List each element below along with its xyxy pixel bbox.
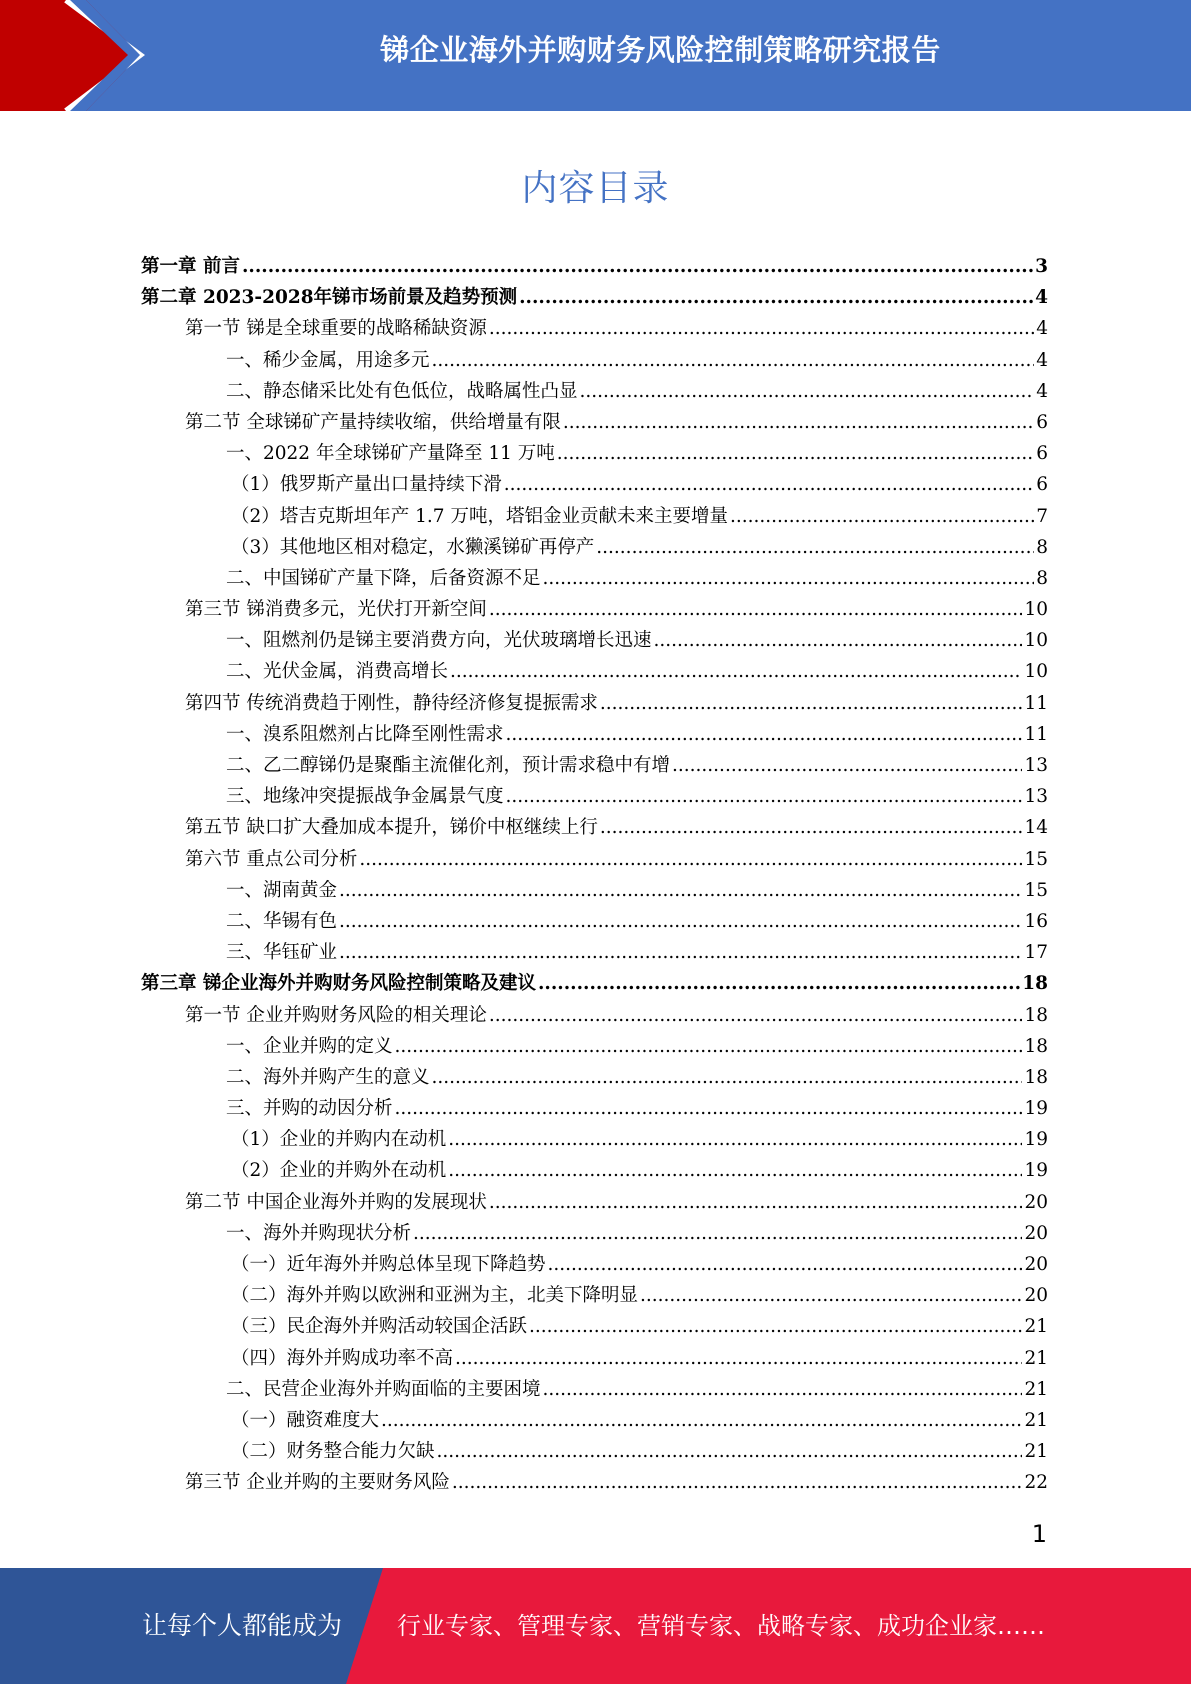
toc-dot-leader	[455, 1348, 1022, 1369]
toc-dot-leader	[432, 1067, 1023, 1088]
toc-dot-leader	[359, 849, 1022, 870]
toc-dot-leader	[448, 1129, 1022, 1150]
toc-entry-page: 19	[1024, 1129, 1048, 1151]
toc-entry[interactable]	[141, 1063, 1048, 1094]
toc-entry-label: （2）企业的并购外在动机	[231, 1160, 447, 1182]
toc-entry[interactable]	[141, 689, 1048, 720]
toc-entry[interactable]	[141, 1437, 1048, 1468]
toc-entry-label: 三、并购的动因分析	[226, 1098, 393, 1120]
toc-entry-page: 15	[1024, 848, 1048, 870]
toc-entry-label: （一）近年海外并购总体呈现下降趋势	[231, 1254, 546, 1275]
report-title: 锑企业海外并购财务风险控制策略研究报告	[380, 33, 941, 67]
toc-entry-page: 20	[1024, 1254, 1048, 1275]
toc-entry-label: （二）财务整合能力欠缺	[231, 1441, 435, 1463]
toc-entry[interactable]	[141, 377, 1048, 408]
toc-entry-page: 18	[1024, 1004, 1048, 1026]
toc-entry-page: 11	[1024, 692, 1048, 714]
toc-entry[interactable]	[141, 1406, 1048, 1437]
toc-dot-leader	[395, 1098, 1023, 1119]
toc-dot-leader	[529, 1316, 1022, 1337]
toc-entry-label: 第六节 重点公司分析	[185, 848, 358, 870]
toc-entry-page: 6	[1036, 411, 1048, 433]
toc-dot-leader	[242, 256, 1033, 277]
toc-entry-label: （三）民企海外并购活动较国企活跃	[231, 1316, 528, 1338]
toc-entry-page: 10	[1024, 599, 1048, 621]
toc-entry[interactable]	[141, 938, 1048, 969]
table-of-contents	[141, 252, 1048, 1500]
toc-dot-leader	[557, 443, 1034, 464]
toc-entry-page: 19	[1024, 1098, 1048, 1120]
toc-entry[interactable]	[141, 782, 1048, 813]
toc-entry-label: 二、海外并购产生的意义	[226, 1066, 430, 1088]
toc-entry-label: 一、溴系阻燃剂占比降至刚性需求	[226, 723, 504, 745]
toc-entry[interactable]	[141, 720, 1048, 751]
toc-dot-leader	[437, 1441, 1023, 1462]
toc-entry[interactable]	[141, 346, 1048, 377]
toc-entry-page: 20	[1024, 1191, 1048, 1213]
toc-dot-leader	[489, 1192, 1023, 1213]
toc-entry[interactable]	[141, 751, 1048, 782]
toc-dot-leader	[504, 474, 1034, 495]
toc-entry-label: 第三节 锑消费多元，光伏打开新空间	[185, 599, 487, 621]
toc-entry-page: 6	[1036, 474, 1048, 496]
toc-dot-leader	[506, 724, 1023, 745]
toc-entry-page: 4	[1036, 349, 1048, 371]
toc-dot-leader	[448, 1160, 1022, 1181]
toc-entry-page: 21	[1024, 1316, 1048, 1338]
toc-entry[interactable]	[141, 657, 1048, 688]
toc-entry-page: 21	[1024, 1347, 1048, 1369]
toc-dot-leader	[730, 506, 1034, 527]
toc-dot-leader	[489, 599, 1023, 620]
toc-entry-label: （2）塔吉克斯坦年产 1.7 万吨，塔铝金业贡献未来主要增量	[231, 505, 728, 527]
toc-entry[interactable]	[141, 1375, 1048, 1406]
toc-entry[interactable]	[141, 1094, 1048, 1125]
toc-entry[interactable]	[141, 1156, 1048, 1187]
toc-dot-leader	[450, 661, 1022, 682]
toc-dot-leader	[543, 568, 1035, 589]
toc-entry-page: 4	[1035, 287, 1048, 309]
toc-entry-label: 二、乙二醇锑仍是聚酯主流催化剂，预计需求稳中有增	[226, 755, 671, 776]
page-number: 1	[1031, 1520, 1047, 1548]
toc-entry[interactable]	[141, 1125, 1048, 1156]
toc-entry-label: 一、企业并购的定义	[226, 1035, 393, 1057]
toc-dot-leader	[339, 911, 1022, 932]
toc-entry[interactable]	[141, 1344, 1048, 1375]
toc-entry-label: 一、2022 年全球锑矿产量降至 11 万吨	[226, 443, 555, 465]
toc-entry-label: 二、民营企业海外并购面临的主要困境	[226, 1378, 541, 1400]
toc-entry[interactable]	[141, 907, 1048, 938]
toc-entry-label: 第五节 缺口扩大叠加成本提升，锑价中枢继续上行	[185, 817, 598, 839]
toc-entry[interactable]	[141, 1312, 1048, 1343]
toc-entry-label: 第一节 锑是全球重要的战略稀缺资源	[185, 318, 487, 340]
toc-entry-page: 6	[1036, 443, 1048, 465]
toc-entry-page: 8	[1036, 567, 1048, 589]
toc-entry[interactable]	[141, 813, 1048, 844]
toc-dot-leader	[519, 287, 1033, 308]
toc-entry[interactable]	[141, 470, 1048, 501]
toc-entry-page: 8	[1036, 536, 1048, 558]
toc-entry[interactable]	[141, 1032, 1048, 1063]
toc-entry[interactable]	[141, 564, 1048, 595]
toc-dot-leader	[381, 1410, 1022, 1431]
toc-dot-leader	[339, 880, 1022, 901]
toc-entry-page: 3	[1035, 256, 1048, 277]
toc-entry-label: 第三节 企业并购的主要财务风险	[185, 1472, 450, 1494]
toc-entry-page: 17	[1024, 942, 1048, 964]
toc-entry-label: 二、静态储采比处有色低位，战略属性凸显	[226, 380, 578, 402]
toc-dot-leader	[506, 786, 1023, 807]
toc-entry-page: 19	[1024, 1160, 1048, 1182]
toc-entry-label: （四）海外并购成功率不高	[231, 1347, 454, 1369]
toc-entry-page: 14	[1024, 817, 1048, 839]
toc-dot-leader	[654, 630, 1023, 651]
toc-entry-label: 一、湖南黄金	[226, 879, 338, 901]
toc-dot-leader	[672, 755, 1022, 776]
toc-dot-leader	[596, 537, 1034, 558]
toc-dot-leader	[600, 693, 1023, 714]
toc-entry-page: 10	[1024, 661, 1048, 683]
toc-entry[interactable]	[141, 1219, 1048, 1250]
toc-dot-leader	[640, 1285, 1022, 1306]
toc-entry-label: 二、华锡有色	[226, 910, 338, 932]
toc-entry[interactable]	[141, 626, 1048, 657]
toc-entry-label: 三、华钰矿业	[226, 942, 338, 964]
toc-heading: 内容目录	[521, 168, 670, 209]
toc-dot-leader	[543, 1379, 1023, 1400]
toc-entry-label: （1）企业的并购内在动机	[231, 1129, 447, 1151]
toc-dot-leader	[563, 412, 1034, 433]
toc-entry[interactable]	[141, 408, 1048, 439]
toc-entry-label: （1）俄罗斯产量出口量持续下滑	[231, 474, 502, 496]
toc-entry-page: 4	[1036, 380, 1048, 402]
toc-entry-page: 7	[1036, 505, 1048, 527]
toc-entry[interactable]	[141, 533, 1048, 564]
toc-dot-leader	[395, 1036, 1023, 1057]
toc-dot-leader	[489, 1005, 1023, 1026]
toc-entry-page: 10	[1024, 630, 1048, 652]
toc-dot-leader	[339, 942, 1022, 963]
toc-dot-leader	[580, 381, 1035, 402]
toc-dot-leader	[538, 973, 1020, 994]
toc-entry[interactable]	[141, 439, 1048, 470]
toc-entry-label: （3）其他地区相对稳定，水獭溪锑矿再停产	[231, 536, 595, 558]
toc-entry-page: 11	[1024, 723, 1048, 745]
toc-entry-label: 第二章 2023-2028年锑市场前景及趋势预测	[141, 287, 518, 309]
footer-slogan-right: 行业专家、管理专家、营销专家、战略专家、成功企业家……	[397, 1612, 1045, 1640]
toc-entry[interactable]	[141, 502, 1048, 533]
toc-entry-label: （二）海外并购以欧洲和亚洲为主，北美下降明显	[231, 1285, 639, 1307]
toc-entry-label: 第四节 传统消费趋于刚性，静待经济修复提振需求	[185, 692, 598, 714]
toc-entry-page: 18	[1024, 1066, 1048, 1088]
report-header-banner	[0, 0, 1191, 111]
toc-entry[interactable]	[141, 969, 1048, 1000]
toc-entry-label: 第二节 中国企业海外并购的发展现状	[185, 1191, 487, 1213]
toc-dot-leader	[452, 1472, 1023, 1493]
toc-entry-label: 二、中国锑矿产量下降，后备资源不足	[226, 567, 541, 589]
toc-dot-leader	[432, 350, 1035, 371]
toc-entry[interactable]	[141, 1188, 1048, 1219]
toc-dot-leader	[413, 1223, 1022, 1244]
toc-entry-page: 4	[1036, 318, 1048, 340]
toc-dot-leader	[489, 318, 1034, 339]
toc-entry-label: 二、光伏金属，消费高增长	[226, 661, 449, 683]
red-arrow-decoration	[0, 0, 150, 111]
toc-dot-leader	[600, 817, 1023, 838]
toc-entry-label: 一、稀少金属，用途多元	[226, 349, 430, 371]
toc-entry-label: 第一节 企业并购财务风险的相关理论	[185, 1004, 487, 1026]
toc-entry[interactable]	[141, 1468, 1048, 1499]
toc-entry-page: 13	[1024, 786, 1048, 808]
toc-entry[interactable]	[141, 314, 1048, 345]
toc-entry-label: 一、海外并购现状分析	[226, 1222, 412, 1244]
toc-entry[interactable]	[141, 252, 1048, 283]
toc-entry[interactable]	[141, 1250, 1048, 1281]
toc-entry-label: 第一章 前言	[141, 256, 240, 277]
toc-dot-leader	[548, 1254, 1023, 1275]
toc-entry-page: 20	[1024, 1222, 1048, 1244]
toc-entry[interactable]	[141, 1001, 1048, 1032]
toc-entry-page: 18	[1024, 1035, 1048, 1057]
toc-entry[interactable]	[141, 283, 1048, 314]
footer-slogan-left: 让每个人都能成为	[142, 1611, 343, 1640]
toc-entry-page: 16	[1024, 910, 1048, 932]
toc-entry-page: 18	[1022, 973, 1048, 995]
toc-entry-page: 21	[1024, 1378, 1048, 1400]
toc-entry-page: 22	[1024, 1472, 1048, 1494]
toc-entry-label: 第三章 锑企业海外并购财务风险控制策略及建议	[141, 973, 536, 995]
toc-entry-label: （一）融资难度大	[231, 1409, 380, 1431]
toc-entry[interactable]	[141, 845, 1048, 876]
toc-entry-page: 21	[1024, 1409, 1048, 1431]
toc-entry[interactable]	[141, 1281, 1048, 1312]
toc-entry-label: 三、地缘冲突提振战争金属景气度	[226, 786, 504, 808]
toc-entry-page: 21	[1024, 1441, 1048, 1463]
footer-banner	[0, 1568, 1191, 1684]
toc-entry-page: 13	[1024, 755, 1048, 776]
toc-entry-label: 一、阻燃剂仍是锑主要消费方向，光伏玻璃增长迅速	[226, 630, 652, 652]
toc-entry[interactable]	[141, 876, 1048, 907]
toc-entry-page: 20	[1024, 1285, 1048, 1307]
toc-entry[interactable]	[141, 595, 1048, 626]
toc-entry-page: 15	[1024, 879, 1048, 901]
toc-entry-label: 第二节 全球锑矿产量持续收缩，供给增量有限	[185, 411, 561, 433]
